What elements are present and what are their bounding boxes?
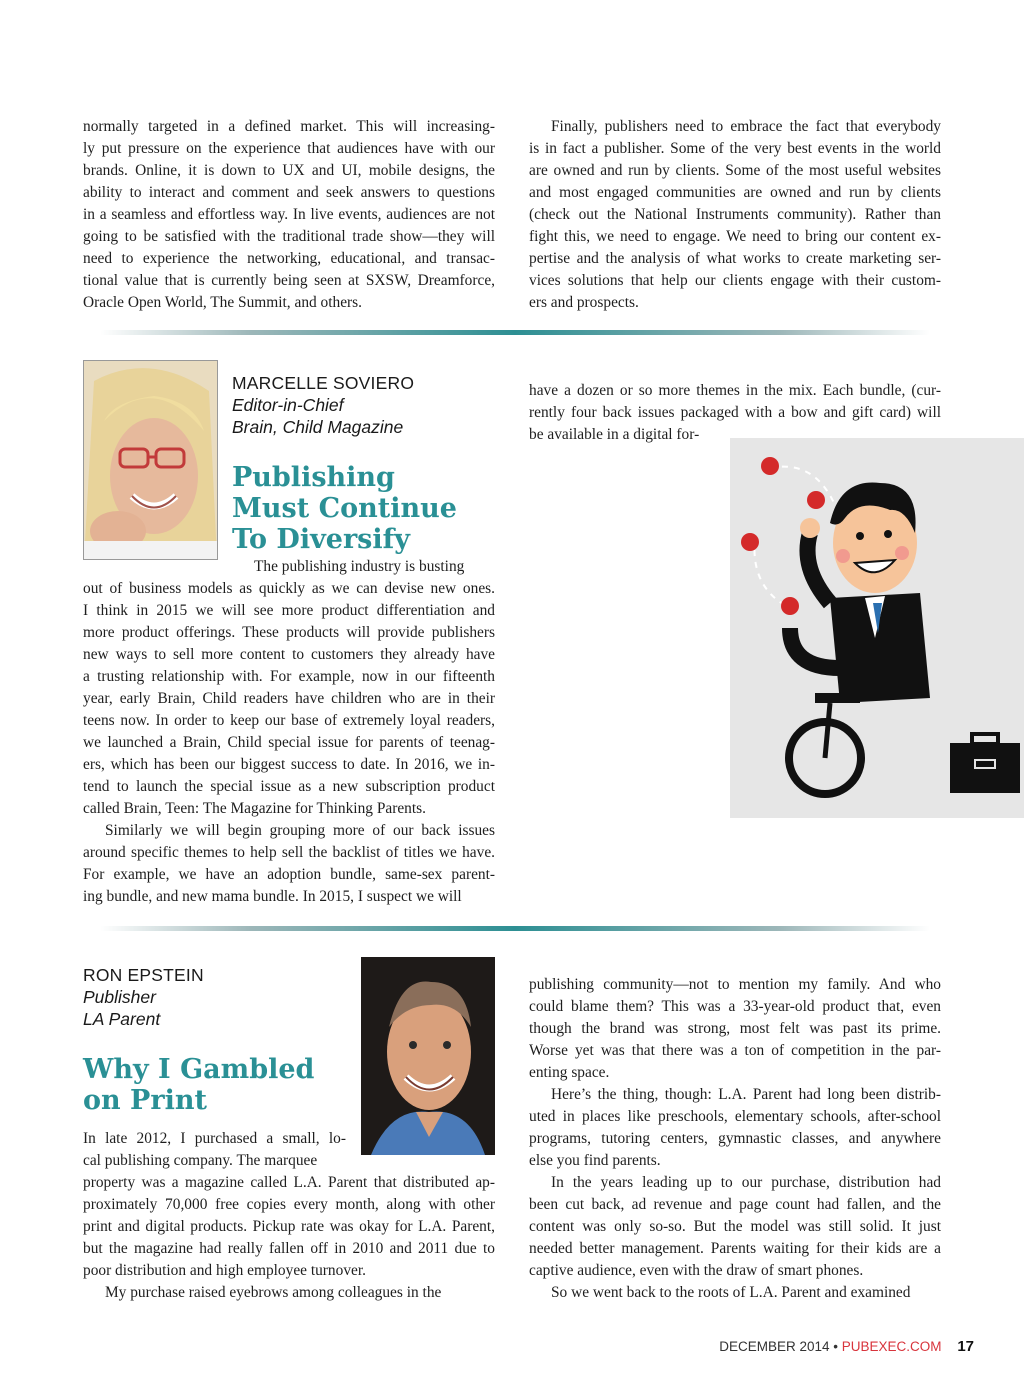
text-line: content was only so-so. But the model was still solid. It just	[529, 1218, 941, 1235]
text-lines	[529, 974, 941, 1304]
text-line: pertise and the analysis of what works to create marketing ser-	[529, 250, 941, 267]
juggler-illustration	[730, 438, 1024, 818]
soviero-portrait	[83, 360, 218, 560]
text-line: needed better management. Parents waiting for their kids are a	[529, 1240, 941, 1257]
author-company: Brain, Child Magazine	[232, 417, 404, 437]
text-line: a trusting relationship with. For example, now in our fifteenth	[83, 668, 495, 685]
top-left-column	[83, 116, 495, 314]
section-divider	[100, 926, 930, 931]
text-line: around specific themes to help sell the backlist of titles we have.	[83, 844, 495, 861]
text-lines	[529, 116, 941, 314]
text-line: uted in places like preschools, elementary schools, after-school	[529, 1108, 941, 1125]
text-line: So we went back to the roots of L.A. Parent and examined	[551, 1284, 911, 1301]
epstein-byline	[83, 964, 204, 1030]
text-line: ability to interact and comment and seek answers to questions	[83, 184, 495, 201]
issue-date: DECEMBER 2014	[719, 1339, 830, 1354]
text-lines	[232, 556, 495, 578]
text-line: in a seamless and effortless way. In live events, audiences are not	[83, 206, 495, 223]
text-line: else you find parents.	[529, 1152, 661, 1169]
page-number: 17	[957, 1338, 974, 1355]
text-line: ers and prospects.	[529, 294, 639, 311]
text-line: vices solutions that help our clients engage with their custom-	[529, 272, 941, 289]
headline-line: on Print	[83, 1085, 207, 1116]
text-line: fight this, we need to engage. We need to bring our content ex-	[529, 228, 941, 245]
soviero-headline	[232, 462, 457, 555]
text-line: cal publishing company. The marquee	[83, 1152, 318, 1169]
soviero-left-column	[83, 578, 495, 908]
text-line: Worse yet was that there was a ton of competition in the par-	[529, 1042, 941, 1059]
epstein-left-column	[83, 1172, 495, 1304]
text-line: enting space.	[529, 1064, 610, 1081]
text-line: we launched a Brain, Child special issue for parents of teenag-	[83, 734, 495, 751]
text-line: ing bundle, and new mama bundle. In 2015, I suspect we will	[83, 888, 462, 905]
text-line: are owned and run by clients. Some of the most useful websites	[529, 162, 941, 179]
text-line: and most engaged communities are owned and run by clients	[529, 184, 941, 201]
text-line: proximately 70,000 free copies every month, along with other	[83, 1196, 495, 1213]
text-line: year, early Brain, Child readers have children who are in their	[83, 690, 495, 707]
text-line: more product offerings. These products will provide publishers	[83, 624, 495, 641]
text-line: publishing community—not to mention my family. And who	[529, 976, 941, 993]
text-line: called Brain, Teen: The Magazine for Thinking Parents.	[83, 800, 426, 817]
author-title: Publisher	[83, 987, 156, 1007]
page-footer	[719, 1338, 974, 1355]
text-line: captive audience, even with the draw of smart phones.	[529, 1262, 864, 1279]
soviero-byline	[232, 372, 414, 438]
juggler-unicycle-icon	[730, 438, 1024, 818]
epstein-headline	[83, 1054, 314, 1116]
text-line: teens now. In order to keep our base of extremely loyal readers,	[83, 712, 495, 729]
text-line: Here’s the thing, though: L.A. Parent had long been distrib-	[551, 1086, 941, 1103]
text-line: print and digital products. Pickup rate was okay for L.A. Parent,	[83, 1218, 495, 1235]
text-line: ers, which has been our biggest success to date. In 2016, we in-	[83, 756, 495, 773]
text-line: normally targeted in a defined market. This will increasing-	[83, 118, 495, 135]
portrait-man-icon	[361, 957, 495, 1155]
text-line: Oracle Open World, The Summit, and others.	[83, 294, 363, 311]
text-line: could blame them? This was a 33-year-old product that, even	[529, 998, 941, 1015]
text-line: though the brand was strong, most felt was past its prime.	[529, 1020, 941, 1037]
site-link[interactable]: PUBEXEC.COM	[841, 1339, 942, 1354]
headline-line: Publishing	[232, 462, 395, 493]
text-line: been cut back, ad revenue and page count had fallen, and the	[529, 1196, 941, 1213]
text-line: ly put pressure on the experience that audiences have with our	[83, 140, 495, 157]
author-name: RON EPSTEIN	[83, 965, 204, 985]
text-line: Similarly we will begin grouping more of our back issues	[105, 822, 495, 839]
soviero-first-line	[232, 556, 495, 578]
bullet-separator: •	[833, 1339, 838, 1354]
text-line: The publishing industry is busting	[254, 558, 465, 575]
headline-line: Why I Gambled	[83, 1054, 315, 1085]
text-lines	[83, 1172, 495, 1304]
text-line: tional value that is currently being seen at SXSW, Dreamforce,	[83, 272, 495, 289]
text-line: programs, tutoring centers, gymnastic classes, and anywhere	[529, 1130, 941, 1147]
portrait-woman-icon	[84, 361, 217, 559]
author-title: Editor-in-Chief	[232, 395, 344, 415]
text-line: tend to launch the special issue as a new subscription product	[83, 778, 495, 795]
text-line: In the years leading up to our purchase, distribution had	[551, 1174, 941, 1191]
author-name: MARCELLE SOVIERO	[232, 373, 415, 393]
headline-line: To Diversify	[232, 524, 410, 555]
text-line: For example, we have an adoption bundle, same-sex parent-	[83, 866, 495, 883]
text-line: have a dozen or so more themes in the mix. Each bundle, (cur-	[529, 382, 941, 399]
text-lines	[83, 578, 495, 908]
text-lines	[83, 116, 495, 314]
text-line: In late 2012, I purchased a small, lo-	[83, 1130, 346, 1147]
text-line: poor distribution and high employee turnover.	[83, 1262, 366, 1279]
text-line: (check out the National Instruments community). Rather than	[529, 206, 941, 223]
text-line: brands. Online, it is down to UX and UI, mobile designs, the	[83, 162, 495, 179]
text-line: be available in a digital for-	[529, 426, 700, 443]
epstein-portrait	[361, 957, 495, 1155]
text-line: Finally, publishers need to embrace the fact that everybody	[551, 118, 941, 135]
text-line: going to be satisfied with the traditional trade show—they will	[83, 228, 495, 245]
text-line: I think in 2015 we will see more product differentiation and	[83, 602, 495, 619]
text-line: out of business models as quickly as we can devise new ones.	[83, 580, 495, 597]
text-line: is in fact a publisher. Some of the very best events in the world	[529, 140, 941, 157]
top-right-column	[529, 116, 941, 314]
text-line: property was a magazine called L.A. Parent that distributed ap-	[83, 1174, 495, 1191]
text-line: but the magazine had really fallen off in 2010 and 2011 due to	[83, 1240, 495, 1257]
author-company: LA Parent	[83, 1009, 161, 1029]
text-lines	[83, 1128, 346, 1172]
text-lines	[529, 380, 941, 446]
headline-line: Must Continue	[232, 493, 457, 524]
text-line: rently four back issues packaged with a bow and gift card) will	[529, 404, 941, 421]
epstein-right-column	[529, 974, 941, 1304]
text-line: new ways to sell more content to customers they already have	[83, 646, 495, 663]
text-line: need to experience the networking, educational, and transac-	[83, 250, 495, 267]
epstein-left-top	[83, 1128, 346, 1172]
section-divider	[100, 330, 930, 335]
soviero-right-column-top	[529, 380, 941, 446]
text-line: My purchase raised eyebrows among colleagues in the	[105, 1284, 442, 1301]
